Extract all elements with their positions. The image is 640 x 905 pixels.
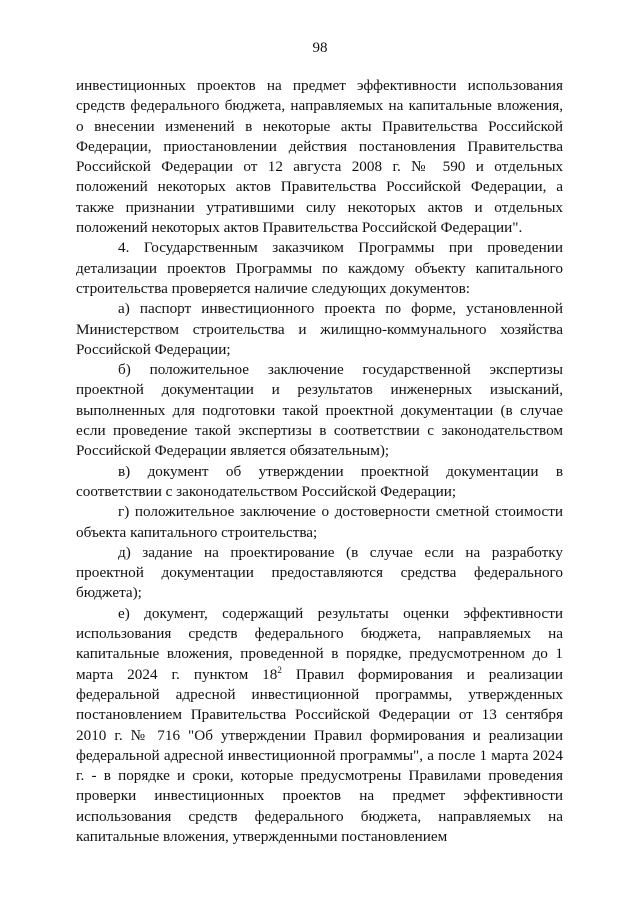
list-item-v: в) документ об утверждении проектной документации в соответствии с законодательством Российской Федерации; (76, 462, 563, 500)
page-number: 98 (312, 40, 328, 56)
list-item-e (76, 604, 563, 848)
list-item-a: а) паспорт инвестиционного проекта по форме, установленной Министерством строительства и жилищно-коммунального хозяйства Российской Федерации; (76, 300, 563, 358)
list-item-e-text-1: е) документ, содержащий результаты оценки эффективности использования средств федерального бюджета, направляемых на капитальные вложения, проведенной в порядке, предусмотренном до 1 марта 2024 г. пунктом 18 (76, 604, 563, 683)
list-item-e-text-2: Правил формирования и реализации федеральной адресной инвестиционной программы, утвержденных постановлением Правительства Российской Федерации от 13 сентября 2010 г. № 716 "Об утверждении Правил формирования и реализации федеральной адресной инвестиционной программы", а после 1 марта 2024 г. - в порядке и сроки, которые предусмотрены Правилами проведения проверки инвестиционных проектов на предмет эффективности использования средств федерального бюджета, направляемых на капитальные вложения, утвержденными постановлением (76, 665, 563, 845)
paragraph-item-4: 4. Государственным заказчиком Программы при проведении детализации проектов Программы по каждому объекту капитального строительства проверяется наличие следующих документов: (76, 239, 563, 297)
list-item-b: б) положительное заключение государственной экспертизы проектной документации и результатов инженерных изысканий, выполненных для подготовки такой проектной документации (в случае если проведение такой экспертизы в соответствии с законодательством Российской Федерации является обязательным); (76, 361, 563, 460)
paragraph-continuation: инвестиционных проектов на предмет эффективности использования средств федерального бюджета, направляемых на капитальные вложения, о внесении изменений в некоторые акты Правительства Российской Федерации, приостановлении действия постановления Правительства Российской Федерации от 12 августа 2008 г. № 590 и отдельных положений некоторых актов Правительства Российской Федерации, а также признании утратившими силу некоторых актов и отдельных положений некоторых актов Правительства Российской Федерации". (76, 77, 563, 237)
list-item-g: г) положительное заключение о достоверности сметной стоимости объекта капитального строительства; (76, 503, 563, 541)
document-body (76, 76, 563, 847)
list-item-d: д) задание на проектирование (в случае если на разработку проектной документации предоставляются средства федерального бюджета); (76, 543, 563, 602)
footnote-superscript: 2 (277, 664, 282, 675)
